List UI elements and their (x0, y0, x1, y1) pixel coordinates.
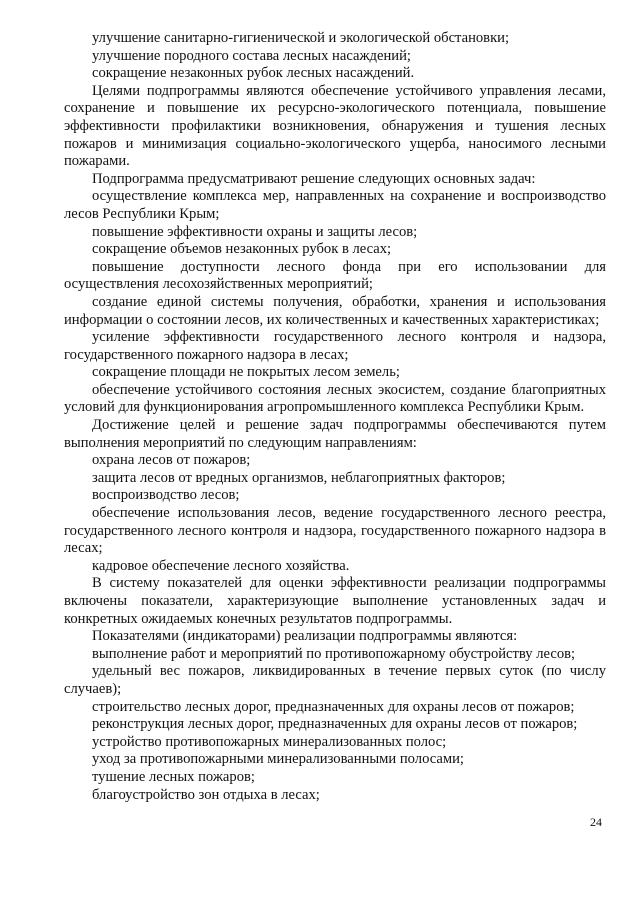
paragraph: улучшение породного состава лесных насаждений; (92, 47, 411, 64)
paragraph: удельный вес пожаров, ликвидированных в течение первых суток (по числу случаев); (64, 663, 606, 697)
paragraph: усиление эффективности государственного лесного контроля и надзора, государственного пожарного надзора в лесах; (64, 329, 606, 363)
paragraph: уход за противопожарными минерализованными полосами; (92, 751, 464, 768)
paragraph: осуществление комплекса мер, направленных на сохранение и воспроизводство лесов Республики Крым; (64, 188, 606, 222)
paragraph: реконструкция лесных дорог, предназначенных для охраны лесов от пожаров; (92, 716, 578, 733)
paragraph: повышение доступности лесного фонда при его использовании для осуществления лесохозяйственных мероприятий; (64, 258, 606, 293)
paragraph: сокращение площади не покрытых лесом земель; (92, 364, 400, 381)
paragraph: выполнение работ и мероприятий по противопожарному обустройству лесов; (92, 645, 576, 662)
paragraph: создание единой системы получения, обработки, хранения и использования информации о состоянии лесов, их количественных и качественных характеристиках; (64, 293, 606, 328)
paragraph: обеспечение устойчивого состояния лесных экосистем, создание благоприятных условий для функционирования агропромышленного комплекса Республики Крым. (64, 381, 606, 416)
paragraph: В систему показателей для оценки эффективности реализации подпрограммы включены показатели, характеризующие выполнение установленных задач и конкретных ожидаемых конечных результатов подпрограммы. (64, 575, 606, 627)
paragraph: обеспечение использования лесов, ведение государственного лесного реестра, государственного лесного контроля и надзора, государственного пожарного надзора в лесах; (64, 505, 606, 557)
paragraph: повышение эффективности охраны и защиты лесов; (92, 223, 418, 240)
paragraph: охрана лесов от пожаров; (92, 452, 251, 469)
paragraph: благоустройство зон отдыха в лесах; (92, 786, 320, 803)
paragraph: Подпрограмма предусматривают решение следующих основных задач: (92, 170, 536, 187)
paragraph: сокращение объемов незаконных рубок в лесах; (92, 241, 392, 258)
paragraph: сокращение незаконных рубок лесных насаждений. (92, 65, 415, 82)
paragraph: улучшение санитарно-гигиенической и экологической обстановки; (92, 30, 510, 46)
paragraph: тушение лесных пожаров; (92, 768, 255, 785)
paragraph: строительство лесных дорог, предназначенных для охраны лесов от пожаров; (92, 698, 575, 715)
body-text (64, 30, 606, 804)
paragraph: воспроизводство лесов; (92, 487, 240, 504)
paragraph: защита лесов от вредных организмов, неблагоприятных факторов; (92, 469, 506, 486)
paragraph: Достижение целей и решение задач подпрограммы обеспечиваются путем выполнения мероприятий по следующим направлениям: (64, 417, 606, 451)
paragraph: Показателями (индикаторами) реализации подпрограммы являются: (92, 628, 518, 645)
paragraph: кадровое обеспечение лесного хозяйства. (92, 557, 350, 574)
paragraph: устройство противопожарных минерализованных полос; (92, 733, 447, 750)
paragraph: Целями подпрограммы являются обеспечение устойчивого управления лесами, сохранение и повышение их ресурсно-экологического потенциала, повышение эффективности профилактики возникновения, обнаружения и тушения лесных пожаров и минимизация социально-экологического ущерба, наносимого лесными пожарами. (64, 82, 606, 170)
page-number: 24 (590, 815, 602, 829)
